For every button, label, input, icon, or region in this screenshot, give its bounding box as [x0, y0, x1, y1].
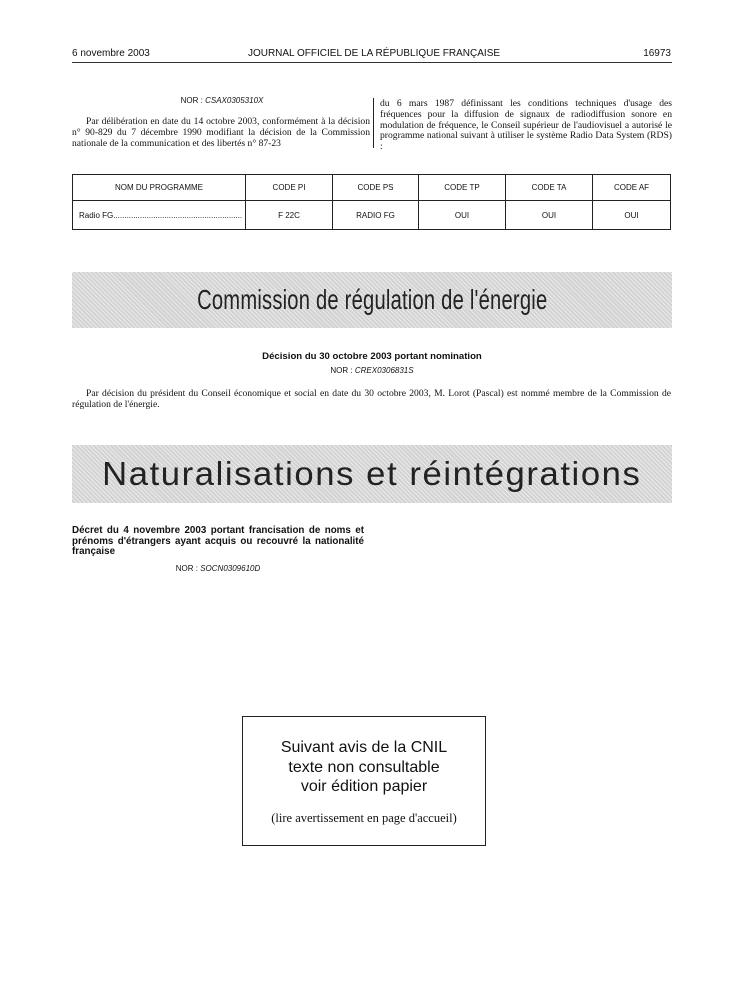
journal-title: JOURNAL OFFICIEL DE LA RÉPUBLIQUE FRANÇAISE: [247, 48, 501, 59]
notice-line-1: Suivant avis de la CNIL: [280, 739, 448, 756]
cell-code-pi: F 22C: [246, 201, 333, 230]
nor-code: SOCN0309610D: [200, 564, 261, 573]
notice-line-4: (lire avertissement en page d'accueil): [271, 811, 457, 825]
notice-line-3: voir édition papier: [300, 778, 428, 795]
col-header-code-pi: CODE PI: [246, 175, 333, 201]
decree-title: Décret du 4 novembre 2003 portant francisation de noms et prénoms d'étrangers ayant acquis ou recouvré la nationalité française: [72, 525, 364, 558]
nor-code: CREX0306831S: [354, 366, 414, 375]
nor-code: CSAX0305310X: [205, 96, 264, 105]
rds-program-table: [72, 174, 671, 230]
cre-body-paragraph: Par décision du président du Conseil économique et social en date du 30 octobre 2003, M. Lorot (Pascal) est nommé membre de la Commission de régulation de l'énergie.: [72, 388, 671, 410]
cell-code-tp: OUI: [419, 201, 506, 230]
cell-code-ta: OUI: [506, 201, 593, 230]
naturalisation-section-heading: Naturalisations et réintégrations: [102, 455, 642, 492]
col-header-code-tp: CODE TP: [419, 175, 506, 201]
col-header-code-ta: CODE TA: [506, 175, 593, 201]
nor-label: NOR :: [330, 366, 353, 375]
cre-section-heading: Commission de régulation de l'énergie: [196, 284, 548, 315]
nor-label: NOR :: [180, 96, 203, 105]
cell-programme: Radio FG..........................................................: [73, 201, 246, 230]
page-number: 16973: [643, 48, 671, 59]
header-rule: [72, 62, 672, 63]
cell-code-ps: RADIO FG: [333, 201, 419, 230]
csa-nor: [72, 96, 372, 105]
notice-line-2: texte non consultable: [288, 759, 440, 776]
csa-left-paragraph: Par délibération en date du 14 octobre 2003, conformément à la décision n° 90-829 du 7 décembre 1990 modifiant la décision de la Commission nationale de la communication et des libertés n° 87-23: [72, 116, 370, 149]
decree-nor: [72, 564, 364, 573]
col-header-code-ps: CODE PS: [333, 175, 419, 201]
csa-right-paragraph: du 6 mars 1987 définissant les conditions techniques d'usage des fréquences pour la diffusion de signaux de radiodiffusion sonore en modulation de fréquence, le Conseil supérieur de l'audiovisuel a autorisé le programme national suivant à utiliser le système Radio Data System (RDS) :: [380, 98, 672, 153]
cre-nor: [72, 366, 672, 375]
cre-decision-title: Décision du 30 octobre 2003 portant nomination: [262, 351, 482, 362]
issue-date: 6 novembre 2003: [72, 48, 150, 59]
column-divider: [373, 98, 374, 148]
cell-code-af: OUI: [593, 201, 671, 230]
cnil-notice-box: [242, 716, 486, 846]
table-row: [73, 201, 671, 230]
naturalisation-section-banner: [72, 445, 672, 503]
col-header-code-af: CODE AF: [593, 175, 671, 201]
table-header-row: [73, 175, 671, 201]
nor-label: NOR :: [175, 564, 198, 573]
cre-section-banner: [72, 272, 672, 328]
col-header-programme: NOM DU PROGRAMME: [73, 175, 246, 201]
